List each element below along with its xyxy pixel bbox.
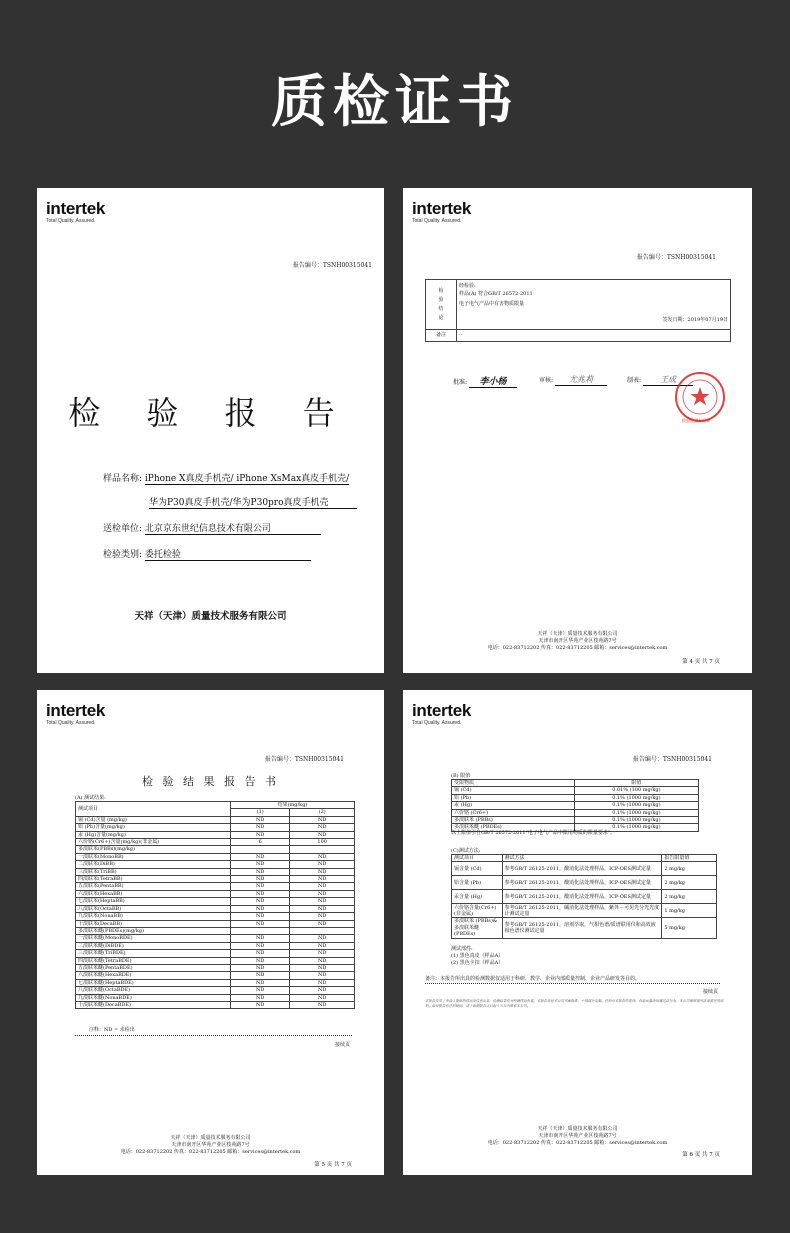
row-value: ND xyxy=(290,994,355,1001)
row-value: ND xyxy=(290,905,355,912)
row-item: 多溴联苯(PBBs)(mg/kg) xyxy=(76,846,231,853)
row-item: 七溴联苯(HeptaBB) xyxy=(76,898,231,905)
intertek-logo: intertek Total Quality. Assured. xyxy=(412,701,472,726)
report-title: 检 验 报 告 xyxy=(68,394,353,432)
row-value: ND xyxy=(231,942,290,949)
row-value: ND xyxy=(290,957,355,964)
table-row xyxy=(76,861,355,868)
row-item: 十溴联苯(DecaBB) xyxy=(76,920,231,927)
intertek-logo: intertek Total Quality. Assured. xyxy=(46,701,106,726)
row-value: ND xyxy=(290,831,355,838)
row-value: 100 xyxy=(290,839,355,846)
table-row xyxy=(76,868,355,875)
row-value: ND xyxy=(231,1001,290,1008)
limit-substance: 多溴联苯 (PBBs) xyxy=(452,817,575,824)
sample-name-row-2: 华为P30真皮手机壳/华为P30pro真皮手机壳 xyxy=(149,495,357,509)
row-value: ND xyxy=(290,816,355,823)
row-value: ND xyxy=(231,979,290,986)
row-value: ND xyxy=(231,957,290,964)
remark: 备注：本报告所出具的检测数据仅适用于科研、教学、企业内部质量控制、企业产品研发等目的。 xyxy=(425,976,641,982)
row-item: 六溴联苯醚(HexaBDE) xyxy=(76,972,231,979)
conclusion-card[interactable] xyxy=(403,188,752,673)
report-number: 报告编号：TSNH00315041 xyxy=(636,254,716,261)
row-value: ND xyxy=(231,883,290,890)
results-title: 检 验 结 果 报 告 书 xyxy=(142,775,279,788)
row-value: ND xyxy=(290,972,355,979)
continue-label: 接续页 xyxy=(702,989,718,995)
limit-substance: 多溴联苯醚 (PBDEs) xyxy=(452,824,575,831)
table-row xyxy=(76,846,355,853)
row-item: 三溴联苯(TriBB) xyxy=(76,868,231,875)
method-item: 六价铬含量(Cr6+)(非金属) xyxy=(452,904,503,918)
method-limit: 5 mg/kg xyxy=(662,918,717,938)
table-row xyxy=(452,890,717,904)
table-row xyxy=(76,853,355,860)
row-value: ND xyxy=(290,883,355,890)
page-number: 第 4 页 共 7 页 xyxy=(682,659,720,665)
row-value: ND xyxy=(290,935,355,942)
table-row xyxy=(452,794,699,801)
table-row xyxy=(76,839,355,846)
row-item: 八溴联苯醚(OctaBDE) xyxy=(76,987,231,994)
table-row xyxy=(76,824,355,831)
inspection-type-row: 检验类别: 委托检验 xyxy=(103,547,311,561)
table-row xyxy=(76,979,355,986)
footer: 天祥（天津）质量技术服务有限公司 天津市南开区华苑产业区枝苑路7号 电话：022-83712202 传真：022-83712205 邮箱：services@intertek.com xyxy=(487,631,668,651)
row-item: 六溴联苯(HexaBB) xyxy=(76,890,231,897)
method-item: 汞含量 (Hg) xyxy=(452,890,503,904)
results-card[interactable] xyxy=(37,690,384,1175)
limits-section: (B) 限值 xyxy=(451,773,471,779)
limit-substance: 铅 (Pb) xyxy=(452,794,575,801)
row-value xyxy=(231,927,290,934)
divider xyxy=(75,1035,352,1036)
limits-note: 以上限值引自GB/T 26572-2011"电子电气产品中限用物质的限量要求"。 xyxy=(451,830,616,836)
row-value: ND xyxy=(231,950,290,957)
official-seal-icon xyxy=(675,372,725,422)
conclusion-table: 检 验 结 论 经检验: 样品(A) 符合GB/T 26572-2011 电子电气产品中有害物质限量 签发日期：2019年07月19日 备注 -- xyxy=(425,279,731,342)
row-value xyxy=(231,846,290,853)
table-row xyxy=(76,987,355,994)
limit-value: 0.1% (1000 mg/kg) xyxy=(574,809,698,816)
row-value: ND xyxy=(231,853,290,860)
table-row xyxy=(76,876,355,883)
row-item: 四溴联苯(TetraBB) xyxy=(76,876,231,883)
table-row xyxy=(76,994,355,1001)
row-value: ND xyxy=(290,853,355,860)
limit-substance: 六价铬 (Cr6+) xyxy=(452,809,575,816)
fine-print: 本报告仅基于申请人提供的样品及信息出具，检测结果仅对所测样品负责。本报告未经本公司书面批准，不得部分复制。任何对本报告的更改、伪造或篡改均属违法行为，本公司保留追究法律责任的权利。如对报告有任何疑问，请于收到报告之日起十五日内联系本公司。 xyxy=(425,999,724,1008)
table-row xyxy=(76,964,355,971)
client-row: 送检单位: 北京京东世纪信息技术有限公司 xyxy=(103,521,321,535)
continue-label: 接续页 xyxy=(334,1042,350,1048)
row-value: ND xyxy=(231,913,290,920)
intertek-logo: intertek Total Quality. Assured. xyxy=(412,199,472,224)
footer: 天祥（天津）质量技术服务有限公司 天津市南开区华苑产业区枝苑路7号 电话：022-83712202 传真：022-83712205 邮箱：services@intertek.com xyxy=(120,1135,301,1155)
row-value: ND xyxy=(231,898,290,905)
methods-section: (C)测试方法: xyxy=(451,848,481,854)
table-row xyxy=(76,935,355,942)
row-item: 七溴联苯醚(HeptaBDE) xyxy=(76,979,231,986)
row-value: ND xyxy=(231,890,290,897)
sign-date: 签发日期：2019年07月19日 xyxy=(662,317,728,323)
table-row xyxy=(76,972,355,979)
method-limit: 2 mg/kg xyxy=(662,862,717,876)
row-value: ND xyxy=(290,876,355,883)
table-row xyxy=(76,927,355,934)
row-value: ND xyxy=(231,876,290,883)
row-value: ND xyxy=(231,816,290,823)
limit-substance: 汞 (Hg) xyxy=(452,802,575,809)
row-value: ND xyxy=(290,913,355,920)
row-item: 二溴联苯醚(DiBDE) xyxy=(76,942,231,949)
row-value: ND xyxy=(290,1001,355,1008)
method-desc: 参考GB/T 26125-2011，酸消化法处理样品，ICP-OES测试定量 xyxy=(502,890,662,904)
report-number: 报告编号：TSNH00315041 xyxy=(292,262,372,269)
table-row xyxy=(452,862,717,876)
row-value: ND xyxy=(290,920,355,927)
report-number: 报告编号：TSNH00315041 xyxy=(632,756,712,763)
table-row xyxy=(76,942,355,949)
sample-name-row: 样品名称: iPhone X真皮手机壳/ iPhone XsMax真皮手机壳/ xyxy=(103,471,349,485)
row-item: 二溴联苯(DiBB) xyxy=(76,861,231,868)
page-number: 第 5 页 共 7 页 xyxy=(314,1162,352,1168)
row-value: 6 xyxy=(231,839,290,846)
row-value: ND xyxy=(231,905,290,912)
limit-substance: 镉 (Cd) xyxy=(452,787,575,794)
results-table: 测试项目 结果(mg/kg) (1) (2) 镉 (Cd)含量 (mg/kg) ND ND 铅 (Pb)含量(mg/kg) ND ND 汞 (Hg)含量(mg/kg) ND ND 六价铬(Cr6+)含量(mg/kg)(非金属) 6 100 多溴联苯(PBBs)(mg/kg) 一溴联苯(MonoBB) ND ND 二溴联苯(DiBB) ND ND 三溴联苯(TriBB) ND ND 四溴联苯(TetraBB) ND ND 五溴联苯(PentaBB) ND ND 六溴联苯(HexaBB) ND ND 七溴联苯(HeptaBB) ND ND 八溴联苯(OctaBB) ND ND 九溴联苯(NonaBB) ND ND 十溴联苯(DecaBB) ND ND 多溴联苯醚(PBDEs)(mg/kg) 一溴联苯醚(MonoBDE) ND ND 二溴联苯醚(DiBDE) ND ND 三溴联苯醚(TriBDE) ND ND 四溴联苯醚(TetraBDE) ND ND 五溴联苯醚(PentaBDE) ND ND 六溴联苯醚(HexaBDE) ND ND 七溴联苯醚(HeptaBDE) ND ND 八溴联苯醚(OctaBDE) ND ND 九溴联苯醚(NonaBDE) ND ND 十溴联苯醚(DecaBDE) ND ND xyxy=(75,801,355,1009)
table-row xyxy=(76,816,355,823)
method-desc: 参考GB/T 26125-2011，酸消化法处理样品，ICP-OES测试定量 xyxy=(502,862,662,876)
report-cover-card[interactable] xyxy=(37,188,384,673)
row-item: 四溴联苯醚(TetraBDE) xyxy=(76,957,231,964)
row-item: 三溴联苯醚(TriBDE) xyxy=(76,950,231,957)
row-item: 五溴联苯醚(PentaBDE) xyxy=(76,964,231,971)
row-value: ND xyxy=(231,994,290,1001)
row-item: 九溴联苯(NonaBB) xyxy=(76,913,231,920)
table-row xyxy=(76,831,355,838)
row-value xyxy=(290,927,355,934)
limit-value: 0.01% (100 mg/kg) xyxy=(574,787,698,794)
row-value: ND xyxy=(231,920,290,927)
row-value: ND xyxy=(290,987,355,994)
table-row xyxy=(452,918,717,938)
method-limit: 1 mg/kg xyxy=(662,904,717,918)
table-row xyxy=(76,957,355,964)
row-item: 十溴联苯醚(DecaBDE) xyxy=(76,1001,231,1008)
row-value: ND xyxy=(231,861,290,868)
row-item: 镉 (Cd)含量 (mg/kg) xyxy=(76,816,231,823)
row-value xyxy=(290,846,355,853)
footer: 天祥（天津）质量技术服务有限公司 天津市南开区华苑产业区枝苑路7号 电话：022-83712202 传真：022-83712205 邮箱：services@intertek.com xyxy=(487,1126,668,1146)
table-row xyxy=(76,913,355,920)
row-value: ND xyxy=(290,950,355,957)
approver-signature: 批准: 李小杨 xyxy=(453,374,517,388)
table-row xyxy=(76,1001,355,1008)
row-item: 五溴联苯(PentaBB) xyxy=(76,883,231,890)
method-item: 镉含量 (Cd) xyxy=(452,862,503,876)
table-row xyxy=(452,809,699,816)
row-value: ND xyxy=(231,935,290,942)
section-label: (A) 测试结果: xyxy=(75,795,106,801)
row-item: 一溴联苯(MonoBB) xyxy=(76,853,231,860)
preparer-signature: 制表: 王成 xyxy=(627,374,693,386)
company-name: 天祥（天津）质量技术服务有限公司 xyxy=(134,611,287,622)
row-value: ND xyxy=(290,824,355,831)
row-value: ND xyxy=(290,861,355,868)
table-row xyxy=(76,883,355,890)
reviewer-signature: 审核: 尤兆莉 xyxy=(539,374,607,386)
limit-value: 0.1% (1000 mg/kg) xyxy=(574,794,698,801)
test-parts: 测试部件: (1) 黑色真皮（样品A） (2) 黑色卡扣（样品A） xyxy=(451,946,504,966)
row-value: ND xyxy=(231,824,290,831)
row-value: ND xyxy=(290,898,355,905)
limit-value: 0.1% (1000 mg/kg) xyxy=(574,817,698,824)
row-value: ND xyxy=(231,868,290,875)
seal-label: 检验检测专用章 xyxy=(682,418,710,423)
row-value: ND xyxy=(290,890,355,897)
row-value: ND xyxy=(290,942,355,949)
result-note: 注释：ND = 未检出 xyxy=(89,1027,135,1033)
table-row xyxy=(452,817,699,824)
table-row xyxy=(452,787,699,794)
page-number: 第 6 页 共 7 页 xyxy=(682,1152,720,1158)
row-value: ND xyxy=(290,868,355,875)
method-item: 多溴联苯 (PBBs)&多溴联苯醚(PBDEs) xyxy=(452,918,503,938)
intertek-logo: intertek Total Quality. Assured. xyxy=(46,199,106,224)
row-value: ND xyxy=(290,964,355,971)
methods-table: 测试项目 测试方法 报告限量值 镉含量 (Cd) 参考GB/T 26125-2011，酸消化法处理样品，ICP-OES测试定量 2 mg/kg 铅含量 (Pb) 参考GB/T 26125-2011，酸消化法处理样品，ICP-OES测试定量 2 mg/kg 汞含量 (Hg) 参考GB/T 26125-2011，酸消化法处理样品，ICP-OES测试定量 2 mg/kg 六价铬含量(Cr6+)(非金属) 参考GB/T 26125-2011，碱消化法处理样品，紫外－可见光分光光度计测试定量 1 mg/kg 多溴联苯 (PBBs)&多溴联苯醚(PBDEs) 参考GB/T 26125-2011，溶剂萃取，气相色谱/质谱联用仪和高效液相色谱仪测试定量 5 mg/kg xyxy=(451,854,717,939)
page-title: 质检证书 xyxy=(271,70,519,135)
row-item: 汞 (Hg)含量(mg/kg) xyxy=(76,831,231,838)
method-limit: 2 mg/kg xyxy=(662,876,717,890)
row-value: ND xyxy=(231,972,290,979)
report-number: 报告编号：TSNH00315041 xyxy=(264,756,344,763)
row-item: 多溴联苯醚(PBDEs)(mg/kg) xyxy=(76,927,231,934)
divider xyxy=(425,983,720,984)
table-row xyxy=(76,950,355,957)
method-limit: 2 mg/kg xyxy=(662,890,717,904)
table-row xyxy=(76,905,355,912)
row-value: ND xyxy=(231,964,290,971)
row-item: 一溴联苯醚(MonoBDE) xyxy=(76,935,231,942)
table-row xyxy=(76,898,355,905)
table-row xyxy=(76,920,355,927)
method-desc: 参考GB/T 26125-2011，酸消化法处理样品，ICP-OES测试定量 xyxy=(502,876,662,890)
method-item: 铅含量 (Pb) xyxy=(452,876,503,890)
row-item: 九溴联苯醚(NonaBDE) xyxy=(76,994,231,1001)
limit-value: 0.1% (1000 mg/kg) xyxy=(574,802,698,809)
method-desc: 参考GB/T 26125-2011，碱消化法处理样品，紫外－可见光分光光度计测试定量 xyxy=(502,904,662,918)
table-row xyxy=(76,890,355,897)
row-value: ND xyxy=(231,987,290,994)
row-value: ND xyxy=(290,979,355,986)
limits-table: 受限物质 限值 镉 (Cd) 0.01% (100 mg/kg) 铅 (Pb) 0.1% (1000 mg/kg) 汞 (Hg) 0.1% (1000 mg/kg) 六价铬 (Cr6+) 0.1% (1000 mg/kg) 多溴联苯 (PBBs) 0.1% (1000 mg/kg) 多溴联苯醚 (PBDEs) 0.1% (1000 mg/kg) xyxy=(451,779,699,832)
table-row xyxy=(452,876,717,890)
method-desc: 参考GB/T 26125-2011，溶剂萃取，气相色谱/质谱联用仪和高效液相色谱仪测试定量 xyxy=(502,918,662,938)
row-value: ND xyxy=(231,831,290,838)
limit-value: 0.1% (1000 mg/kg) xyxy=(574,824,698,831)
row-item: 六价铬(Cr6+)含量(mg/kg)(非金属) xyxy=(76,839,231,846)
table-row xyxy=(452,802,699,809)
row-item: 铅 (Pb)含量(mg/kg) xyxy=(76,824,231,831)
methods-card[interactable] xyxy=(403,690,752,1175)
row-item: 八溴联苯(OctaBB) xyxy=(76,905,231,912)
table-row xyxy=(452,904,717,918)
